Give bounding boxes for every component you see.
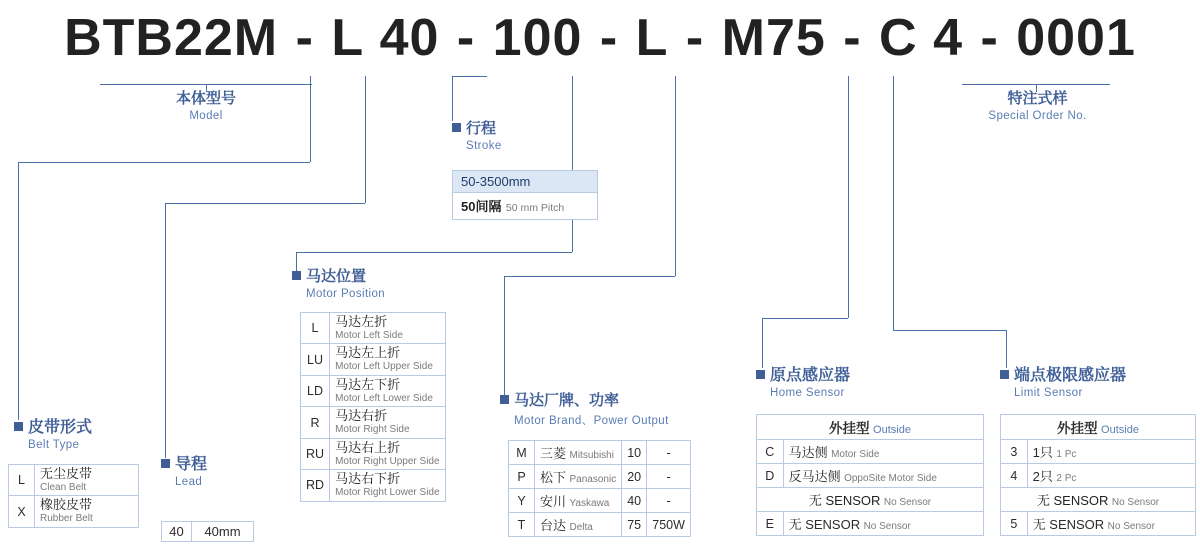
home-val-3 bbox=[783, 512, 983, 536]
motorpos-en-1: Motor Left Upper Side bbox=[335, 361, 433, 373]
brand-cn-2: 安川 bbox=[540, 494, 567, 509]
power-val-1: - bbox=[647, 465, 691, 489]
table-row bbox=[757, 440, 984, 464]
bullet-square-icon bbox=[14, 422, 23, 431]
table-row bbox=[301, 438, 446, 469]
bullet-square-icon bbox=[161, 459, 170, 468]
group-model-title-cn: 本体型号 bbox=[175, 90, 236, 107]
belt-key-1: X bbox=[9, 496, 35, 527]
group-special-order bbox=[940, 90, 1135, 122]
limit-key-0: 3 bbox=[1001, 440, 1028, 464]
lead-value-0: 40mm bbox=[192, 522, 254, 542]
group-limit-title-en: Limit Sensor bbox=[1014, 387, 1083, 399]
code-part-3: 40 bbox=[379, 9, 440, 67]
limit-header-en: Outside bbox=[1101, 424, 1139, 436]
bullet-square-icon bbox=[1000, 370, 1009, 379]
bullet-square-icon bbox=[500, 395, 509, 404]
motorpos-en-2: Motor Left Lower Side bbox=[335, 392, 433, 404]
belt-type-table bbox=[8, 464, 139, 528]
motorpos-en-5: Motor Right Lower Side bbox=[335, 487, 440, 499]
leader-line-motorbrand-v1 bbox=[675, 76, 676, 276]
table-row bbox=[162, 522, 254, 542]
group-motorpos-cn-text: 马达位置 bbox=[306, 268, 367, 285]
table-row bbox=[757, 488, 984, 512]
table-row bbox=[301, 344, 446, 375]
table-row bbox=[509, 441, 691, 465]
code-part-1: - bbox=[295, 9, 314, 67]
limit-cn-2: 无 SENSOR bbox=[1036, 493, 1109, 508]
table-row bbox=[301, 375, 446, 406]
leader-line-lead-h bbox=[165, 203, 365, 204]
motorpos-key-5: RD bbox=[301, 470, 330, 501]
group-stroke bbox=[452, 120, 502, 152]
table-row bbox=[9, 496, 139, 527]
home-header-cn: 外挂型 bbox=[829, 421, 870, 436]
brand-name-1 bbox=[535, 465, 622, 489]
table-row bbox=[1001, 440, 1196, 464]
group-limit-sensor bbox=[1000, 366, 1126, 399]
code-part-5: 100 bbox=[492, 9, 583, 67]
limit-cn-3: 无 SENSOR bbox=[1032, 517, 1105, 532]
brand-cn-3: 台达 bbox=[540, 518, 567, 533]
motorpos-val-4 bbox=[330, 438, 446, 469]
leader-line-stroke-h bbox=[452, 76, 487, 77]
limit-band-2 bbox=[1001, 488, 1196, 512]
group-motorbrand-cn-text: 马达厂牌、功率 bbox=[514, 392, 620, 409]
motorpos-val-2 bbox=[330, 375, 446, 406]
belt-val-0 bbox=[35, 465, 139, 496]
stroke-range: 50-3500mm bbox=[452, 170, 598, 193]
code-part-8: - bbox=[685, 9, 705, 67]
home-key-0: C bbox=[757, 440, 784, 464]
lead-table bbox=[161, 521, 254, 542]
limit-sensor-table bbox=[1000, 414, 1196, 536]
code-part-13: - bbox=[980, 9, 999, 67]
code-part-2: L bbox=[331, 9, 365, 67]
motorpos-key-3: R bbox=[301, 407, 330, 438]
leader-line-limit-h bbox=[893, 330, 1006, 331]
limit-en-2: No Sensor bbox=[1111, 497, 1160, 508]
code-part-0: BTB22M bbox=[64, 9, 279, 67]
group-motorbrand-title-en: Motor Brand、Power Output bbox=[514, 414, 669, 427]
group-special-title-en: Special Order No. bbox=[988, 109, 1087, 122]
motorpos-val-5 bbox=[330, 470, 446, 501]
leader-line-motorbrand-v2 bbox=[504, 276, 505, 396]
limit-en-1: 2 Pc bbox=[1056, 473, 1077, 484]
motorpos-cn-4: 马达右上折 bbox=[335, 439, 401, 455]
limit-en-0: 1 Pc bbox=[1056, 449, 1077, 460]
motorpos-val-0 bbox=[330, 313, 446, 344]
power-key-1: 20 bbox=[622, 465, 647, 489]
home-cn-0: 马达侧 bbox=[788, 445, 828, 460]
group-limit-cn-text: 端点极限感应器 bbox=[1014, 367, 1127, 384]
group-limit-title-cn bbox=[1000, 366, 1126, 386]
brand-name-2 bbox=[535, 489, 622, 513]
home-cn-3: 无 SENSOR bbox=[788, 517, 861, 532]
code-part-4: - bbox=[456, 9, 476, 67]
code-part-11: C bbox=[879, 9, 918, 67]
brand-name-3 bbox=[535, 513, 622, 537]
motor-position-table bbox=[300, 312, 446, 502]
limit-cn-0: 1只 bbox=[1032, 445, 1053, 460]
brand-key-1: P bbox=[509, 465, 535, 489]
power-key-3: 75 bbox=[622, 513, 647, 537]
model-code bbox=[0, 8, 1200, 68]
group-special-title-cn: 特注式样 bbox=[1007, 90, 1068, 107]
limit-header bbox=[1001, 415, 1196, 440]
leader-line-belt-v1 bbox=[310, 76, 311, 162]
home-key-3: E bbox=[757, 512, 784, 536]
group-belt-title-cn bbox=[14, 418, 92, 438]
home-cn-1: 反马达侧 bbox=[788, 469, 841, 484]
motorpos-cn-0: 马达左折 bbox=[335, 314, 388, 329]
limit-key-3: 5 bbox=[1001, 512, 1028, 536]
table-row bbox=[509, 489, 691, 513]
leader-line-home-v2 bbox=[762, 318, 763, 368]
group-belt-cn-text: 皮带形式 bbox=[28, 419, 93, 436]
group-belt-type bbox=[14, 418, 92, 451]
home-band-2 bbox=[757, 488, 984, 512]
motorpos-en-4: Motor Right Upper Side bbox=[335, 455, 440, 467]
power-key-2: 40 bbox=[622, 489, 647, 513]
group-motorpos-title-en: Motor Position bbox=[306, 287, 386, 300]
bullet-square-icon bbox=[756, 370, 765, 379]
leader-line-home-h bbox=[762, 318, 848, 319]
table-row bbox=[1001, 512, 1196, 536]
motorpos-cn-3: 马达右折 bbox=[335, 408, 388, 424]
stroke-pitch-en: 50 mm Pitch bbox=[505, 202, 565, 214]
stroke-pitch bbox=[452, 193, 598, 220]
group-belt-title-en: Belt Type bbox=[28, 439, 80, 451]
group-stroke-title-en: Stroke bbox=[466, 139, 502, 152]
leader-line-motorpos-h bbox=[296, 252, 572, 253]
motorpos-en-3: Motor Right Side bbox=[335, 424, 410, 436]
motorpos-key-0: L bbox=[301, 313, 330, 344]
group-motorbrand-title-cn bbox=[500, 392, 669, 411]
limit-val-3 bbox=[1027, 512, 1195, 536]
home-key-1: D bbox=[757, 464, 784, 488]
motor-brand-table bbox=[508, 440, 691, 537]
brand-en-2: Yaskawa bbox=[569, 498, 610, 509]
group-stroke-title-cn bbox=[452, 120, 502, 139]
leader-line-stroke-v bbox=[452, 76, 453, 121]
belt-val-1 bbox=[35, 496, 139, 527]
group-lead-cn-text: 导程 bbox=[175, 456, 208, 473]
power-key-0: 10 bbox=[622, 441, 647, 465]
table-row bbox=[757, 464, 984, 488]
limit-cn-1: 2只 bbox=[1032, 469, 1053, 484]
leader-line-motorpos-v1 bbox=[572, 76, 573, 252]
table-row bbox=[301, 470, 446, 501]
power-val-3: 750W bbox=[647, 513, 691, 537]
leader-line-motorbrand-h bbox=[504, 276, 675, 277]
power-val-0: - bbox=[647, 441, 691, 465]
table-row bbox=[509, 513, 691, 537]
group-motor-brand bbox=[500, 392, 669, 428]
leader-line-belt-v2 bbox=[18, 162, 19, 420]
power-val-2: - bbox=[647, 489, 691, 513]
table-row bbox=[1001, 464, 1196, 488]
bullet-square-icon bbox=[452, 123, 461, 132]
brand-cn-1: 松下 bbox=[540, 470, 567, 485]
leader-line-belt-h bbox=[18, 162, 310, 163]
brand-en-1: Panasonic bbox=[569, 474, 617, 485]
limit-key-1: 4 bbox=[1001, 464, 1028, 488]
stroke-table bbox=[452, 170, 598, 220]
leader-line-limit-v2 bbox=[1006, 330, 1007, 368]
group-model-title-en: Model bbox=[189, 109, 223, 122]
motorpos-cn-2: 马达左下折 bbox=[335, 376, 401, 392]
brand-en-0: Mitsubishi bbox=[569, 450, 614, 461]
motorpos-val-3 bbox=[330, 407, 446, 438]
code-part-10: - bbox=[843, 9, 862, 67]
leader-line-lead-v1 bbox=[365, 76, 366, 203]
leader-line-limit-v1 bbox=[893, 76, 894, 330]
limit-en-3: No Sensor bbox=[1107, 521, 1155, 532]
brand-key-2: Y bbox=[509, 489, 535, 513]
home-header-en: Outside bbox=[873, 424, 911, 436]
limit-val-1 bbox=[1027, 464, 1195, 488]
group-home-title-cn bbox=[756, 366, 850, 386]
table-header-row bbox=[757, 415, 984, 440]
brand-cn-0: 三菱 bbox=[540, 446, 567, 461]
leader-line-lead-v2 bbox=[165, 203, 166, 458]
motorpos-key-4: RU bbox=[301, 438, 330, 469]
belt-key-0: L bbox=[9, 465, 35, 496]
home-en-1: OppoSite Motor Side bbox=[844, 473, 937, 484]
group-lead bbox=[161, 455, 207, 488]
belt-cn-1: 橡胶皮带 bbox=[40, 497, 93, 513]
group-motorpos-title-cn bbox=[292, 268, 385, 287]
bullet-square-icon bbox=[292, 271, 301, 280]
code-part-7: L bbox=[635, 9, 669, 67]
code-part-6: - bbox=[599, 9, 619, 67]
group-stroke-cn-text: 行程 bbox=[466, 120, 497, 137]
motorpos-key-1: LU bbox=[301, 344, 330, 375]
limit-header-cn: 外挂型 bbox=[1057, 421, 1098, 436]
code-part-14: 0001 bbox=[1016, 9, 1136, 67]
motorpos-key-2: LD bbox=[301, 375, 330, 406]
group-home-title-en: Home Sensor bbox=[770, 387, 845, 399]
table-row bbox=[9, 465, 139, 496]
code-part-9: M75 bbox=[721, 9, 826, 67]
motorpos-cn-5: 马达右下折 bbox=[335, 471, 401, 487]
limit-val-0 bbox=[1027, 440, 1195, 464]
home-en-0: Motor Side bbox=[831, 449, 880, 460]
brand-en-3: Delta bbox=[569, 522, 593, 533]
home-header bbox=[757, 415, 984, 440]
home-en-3: No Sensor bbox=[863, 521, 911, 532]
motorpos-val-1 bbox=[330, 344, 446, 375]
group-lead-title-cn bbox=[161, 455, 207, 475]
home-cn-2: 无 SENSOR bbox=[808, 493, 881, 508]
table-row bbox=[301, 313, 446, 344]
belt-cn-0: 无尘皮带 bbox=[40, 466, 93, 481]
table-row bbox=[301, 407, 446, 438]
brand-key-0: M bbox=[509, 441, 535, 465]
table-row bbox=[509, 465, 691, 489]
motorpos-cn-1: 马达左上折 bbox=[335, 345, 401, 361]
group-motor-position bbox=[292, 268, 385, 300]
leader-line-home-v1 bbox=[848, 76, 849, 318]
table-row bbox=[757, 512, 984, 536]
home-val-0 bbox=[783, 440, 983, 464]
brand-key-3: T bbox=[509, 513, 535, 537]
table-row bbox=[1001, 488, 1196, 512]
code-part-12: 4 bbox=[933, 9, 963, 67]
group-home-sensor bbox=[756, 366, 850, 399]
stroke-pitch-cn: 50间隔 bbox=[461, 199, 502, 214]
home-val-1 bbox=[783, 464, 983, 488]
home-en-2: No Sensor bbox=[883, 497, 932, 508]
home-sensor-table bbox=[756, 414, 984, 536]
group-model bbox=[106, 90, 306, 122]
group-lead-title-en: Lead bbox=[175, 476, 203, 488]
group-home-cn-text: 原点感应器 bbox=[770, 367, 851, 384]
brand-name-0 bbox=[535, 441, 622, 465]
lead-key-0: 40 bbox=[162, 522, 192, 542]
belt-en-0: Clean Belt bbox=[40, 481, 87, 493]
motorpos-en-0: Motor Left Side bbox=[335, 329, 403, 341]
table-header-row bbox=[1001, 415, 1196, 440]
belt-en-1: Rubber Belt bbox=[40, 513, 93, 525]
